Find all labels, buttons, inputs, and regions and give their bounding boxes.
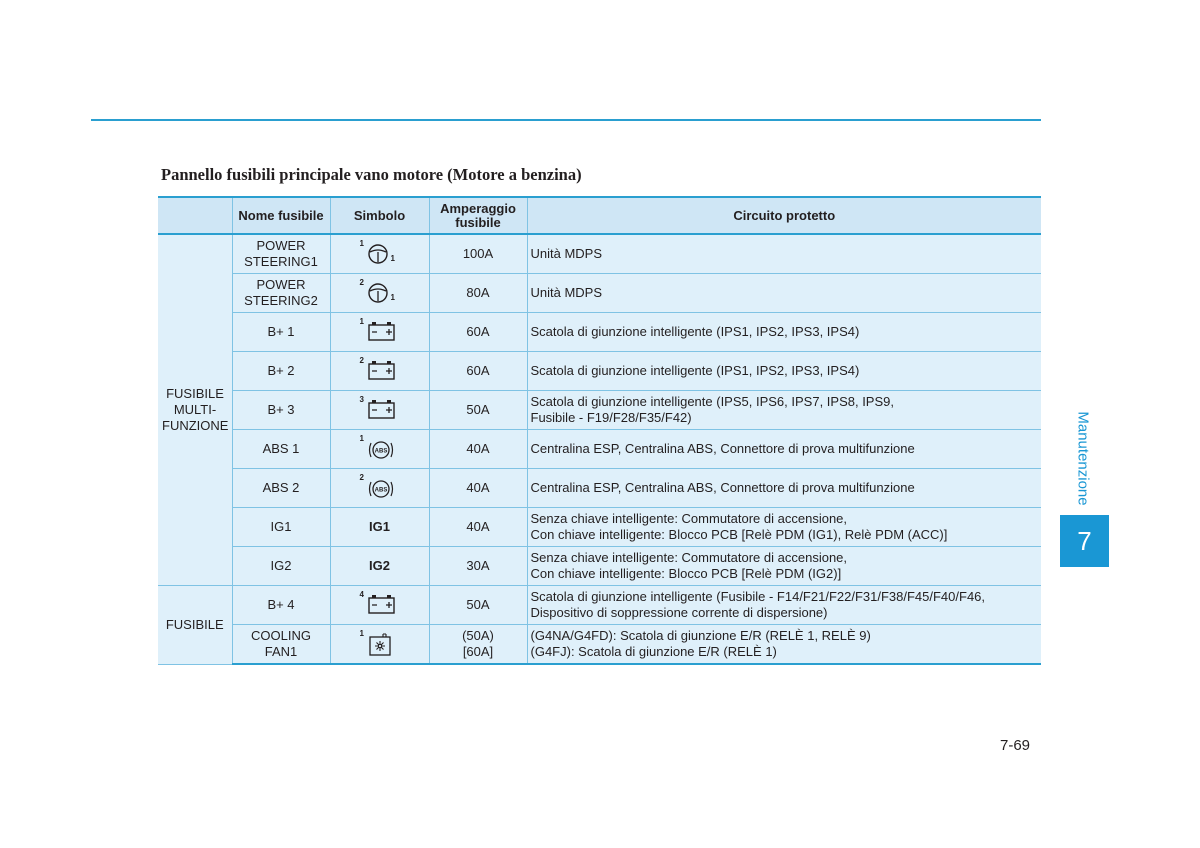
circuit: Centralina ESP, Centralina ABS, Connettore di prova multifunzione [527,430,1041,469]
circuit: Scatola di giunzione intelligente (Fusibile - F14/F21/F22/F31/F38/F45/F40/F46, Dispositivo di soppressione corrente di dispersione) [527,586,1041,625]
ampere: 50A [429,391,527,430]
symbol-cell: 1 1 [330,234,429,274]
ampere: 40A [429,508,527,547]
table-row [158,469,1041,508]
symbol-cell: 1 ABS [330,430,429,469]
symbol-cell [330,508,429,547]
ampere: 50A [429,586,527,625]
fuse-name: B+ 2 [232,352,330,391]
ampere: (50A) [60A] [429,625,527,665]
fan-icon [368,633,394,657]
fuse-name: IG2 [232,547,330,586]
header-group [158,197,232,234]
circuit: Centralina ESP, Centralina ABS, Connettore di prova multifunzione [527,469,1041,508]
chapter-tab: 7 [1060,515,1109,567]
header-ampere: Amperaggio fusibile [429,197,527,234]
header-fuse-name: Nome fusibile [232,197,330,234]
table-row [158,352,1041,391]
fuse-name: IG1 [232,508,330,547]
abs-icon [368,477,396,499]
symbol-cell: 1 [330,313,429,352]
ig2-symbol: IG2 [369,558,390,573]
ampere: 100A [429,234,527,274]
table-row [158,234,1041,274]
table-header-row [158,197,1041,234]
table-row [158,430,1041,469]
table-row [158,274,1041,313]
fuse-name: POWER STEERING2 [232,274,330,313]
header-symbol: Simbolo [330,197,429,234]
table-row [158,625,1041,665]
fuse-name: B+ 3 [232,391,330,430]
table-row [158,547,1041,586]
table-row [158,586,1041,625]
fuse-name: POWER STEERING1 [232,234,330,274]
header-circuit: Circuito protetto [527,197,1041,234]
circuit: Senza chiave intelligente: Commutatore di accensione, Con chiave intelligente: Blocco PCB [Relè PDM (IG2)] [527,547,1041,586]
svg-text:ABS: ABS [374,448,387,455]
circuit: Senza chiave intelligente: Commutatore di accensione, Con chiave intelligente: Blocco PCB [Relè PDM (IG1), Relè PDM (ACC)] [527,508,1041,547]
chapter-side-label: Manutenzione [1074,411,1092,506]
ampere: 80A [429,274,527,313]
fuse-name: ABS 1 [232,430,330,469]
fuse-name: COOLING FAN1 [232,625,330,665]
svg-text:ABS: ABS [374,487,387,494]
table-row [158,508,1041,547]
ampere: 60A [429,352,527,391]
ampere: 40A [429,430,527,469]
table-row [158,391,1041,430]
battery-icon [368,360,396,380]
steering-wheel-icon [368,243,392,265]
circuit: Unità MDPS [527,234,1041,274]
ampere: 60A [429,313,527,352]
steering-wheel-icon [368,282,392,304]
ampere: 40A [429,469,527,508]
top-rule [91,119,1041,121]
group-multi-fuse: FUSIBILE MULTI-FUNZIONE [158,234,232,586]
symbol-cell: 1 [330,625,429,665]
symbol-cell [330,547,429,586]
table-row [158,313,1041,352]
battery-icon [368,399,396,419]
symbol-cell: 4 [330,586,429,625]
page-number: 7-69 [1000,737,1031,754]
symbol-cell: 2 [330,352,429,391]
circuit: Scatola di giunzione intelligente (IPS1, IPS2, IPS3, IPS4) [527,313,1041,352]
circuit: (G4NA/G4FD): Scatola di giunzione E/R (RELÈ 1, RELÈ 9) (G4FJ): Scatola di giunzione E/R (RELÈ 1) [527,625,1041,665]
symbol-cell: 2 1 [330,274,429,313]
ig1-symbol: IG1 [369,519,390,534]
fuse-name: B+ 1 [232,313,330,352]
fuse-name: ABS 2 [232,469,330,508]
circuit: Scatola di giunzione intelligente (IPS1, IPS2, IPS3, IPS4) [527,352,1041,391]
ampere: 30A [429,547,527,586]
battery-icon [368,594,396,614]
fuse-table [158,196,1041,665]
circuit: Scatola di giunzione intelligente (IPS5, IPS6, IPS7, IPS8, IPS9, Fusibile - F19/F28/F35/F42) [527,391,1041,430]
circuit: Unità MDPS [527,274,1041,313]
battery-icon [368,321,396,341]
abs-icon [368,438,396,460]
symbol-cell: 3 [330,391,429,430]
fuse-name: B+ 4 [232,586,330,625]
section-title: Pannello fusibili principale vano motore (Motore a benzina) [161,165,582,184]
group-fuse: FUSIBILE [158,586,232,665]
symbol-cell: 2 ABS [330,469,429,508]
